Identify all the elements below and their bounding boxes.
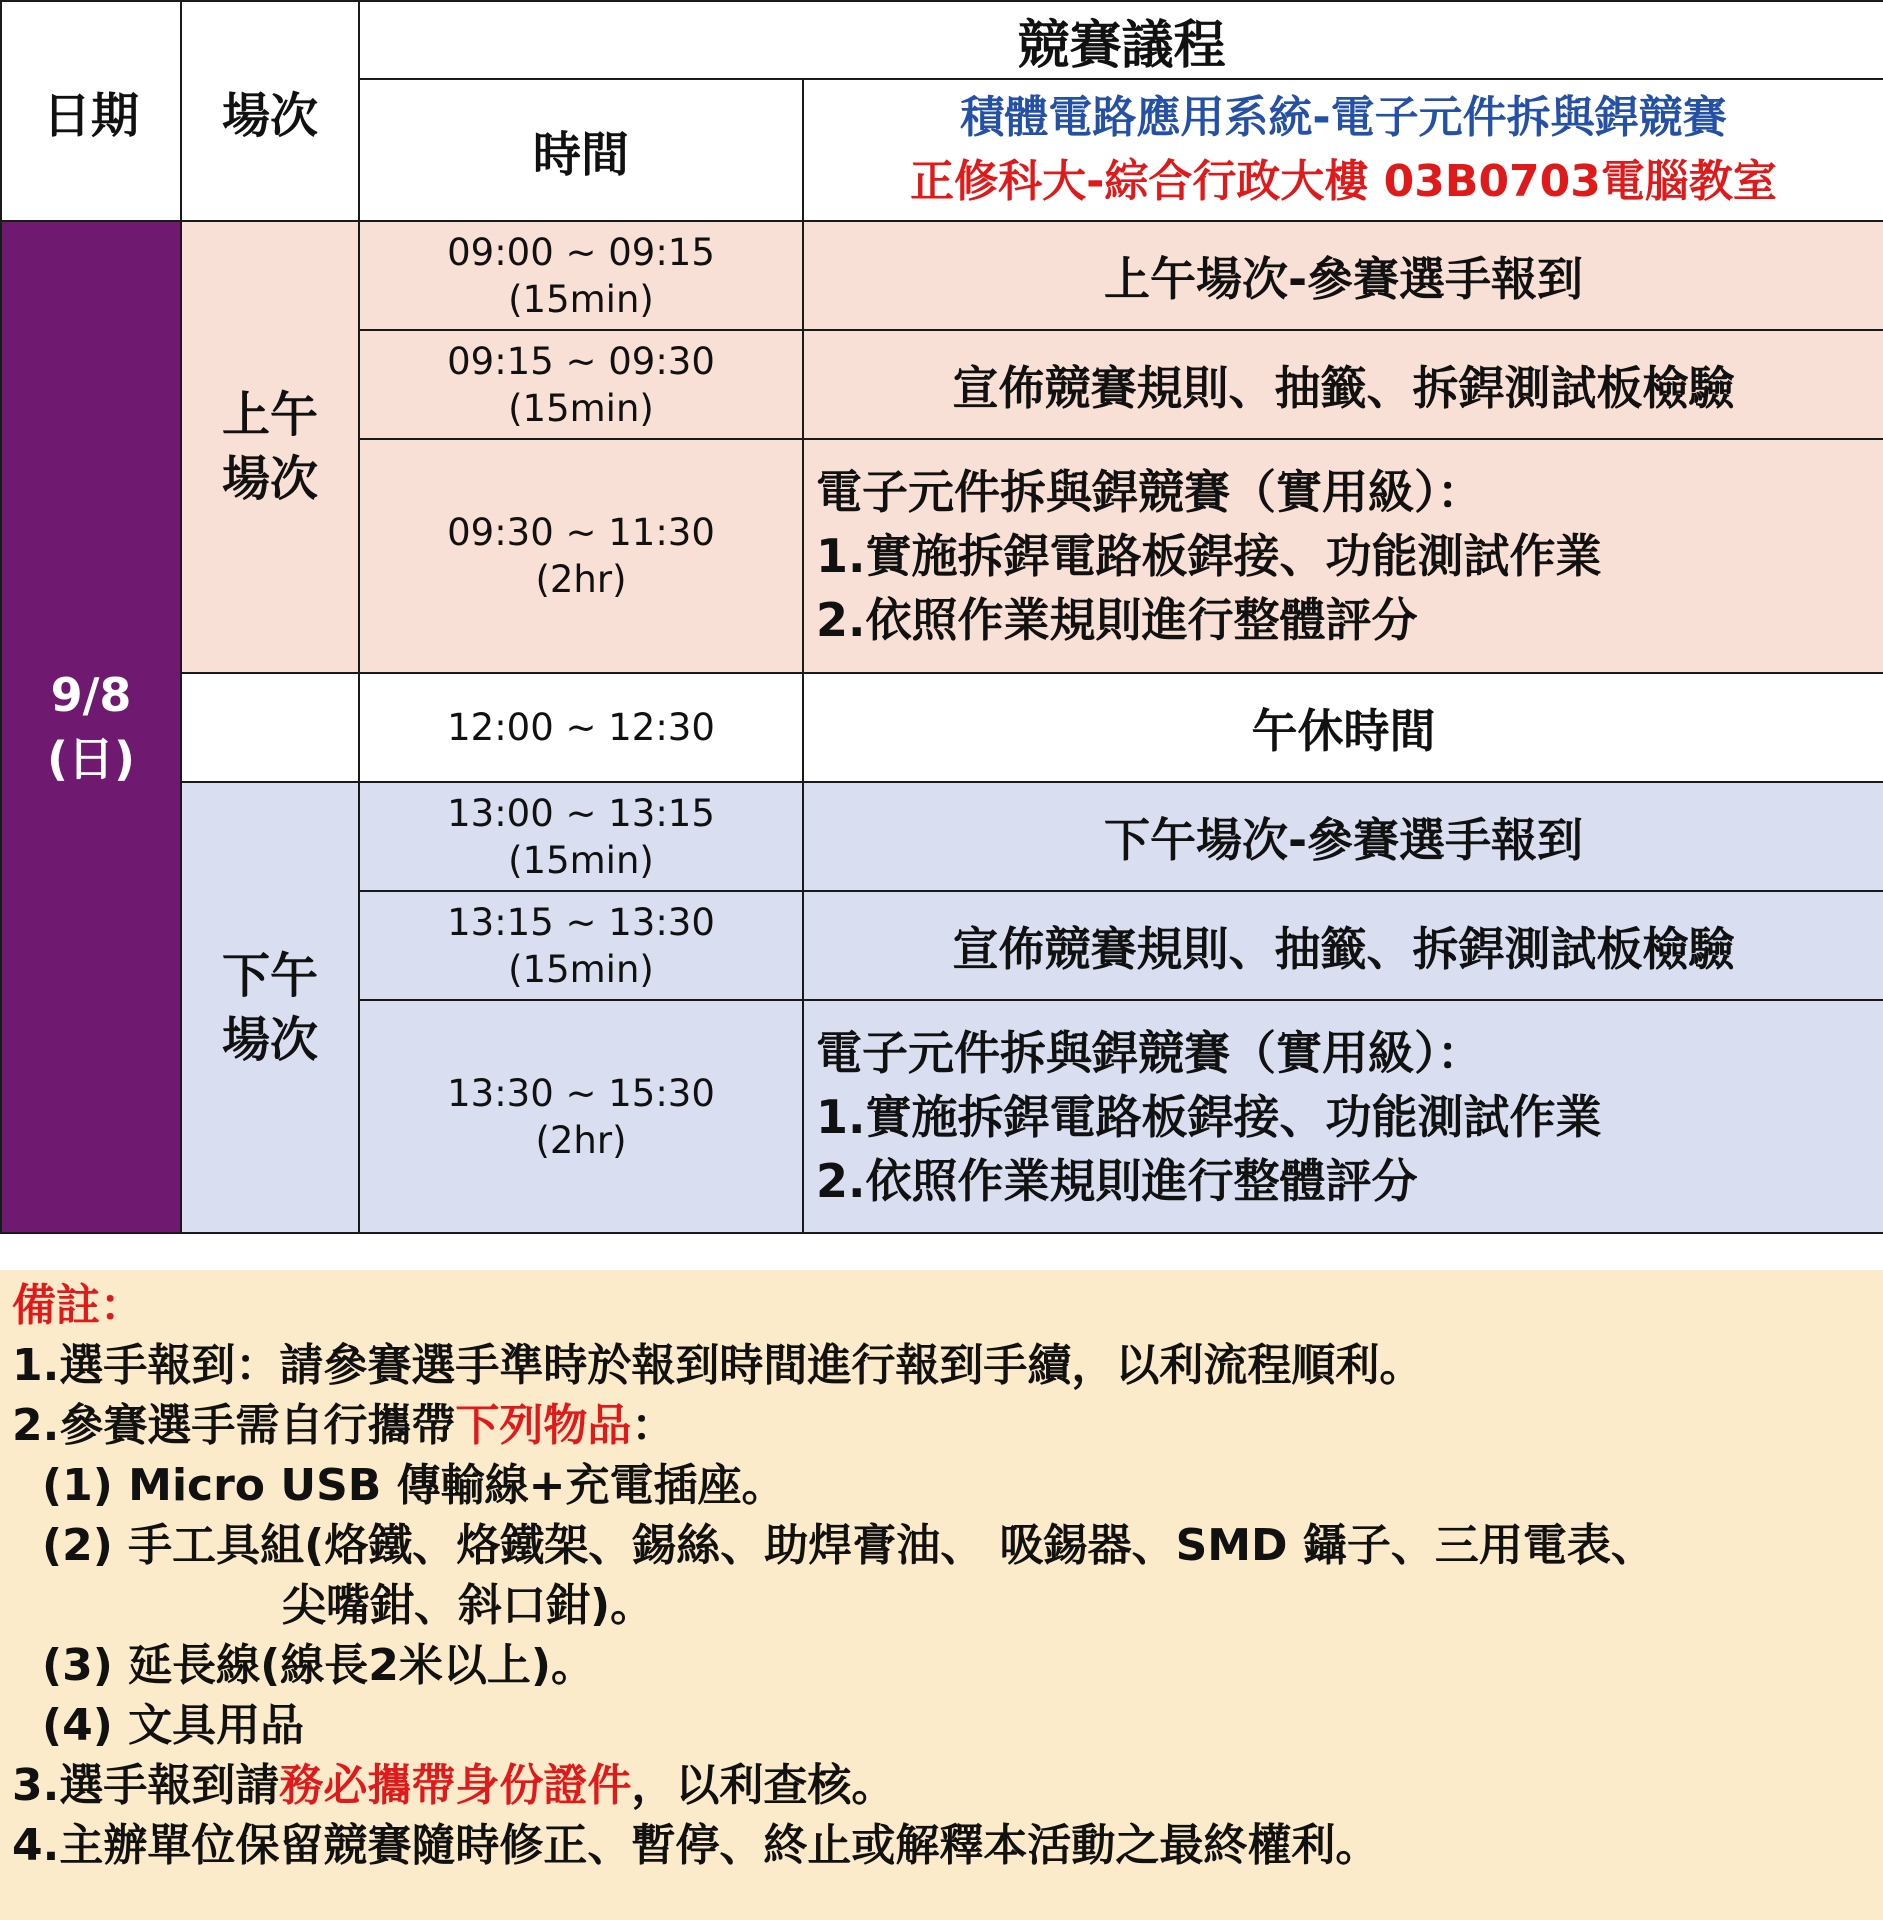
time-cell xyxy=(359,439,803,673)
afternoon-session-line2: 場次 xyxy=(221,1011,318,1068)
afternoon-session-line1: 下午 xyxy=(221,947,318,1004)
time-range: 09:00 ~ 09:15 xyxy=(447,230,715,274)
day-of-week: (日) xyxy=(46,732,136,786)
time-range: 09:30 ~ 11:30 xyxy=(447,511,715,554)
activity-line: 2.依照作業規則進行整體評分 xyxy=(816,1153,1418,1208)
duration: (2hr) xyxy=(535,558,627,601)
note-item-1: 1.選手報到：請參賽選手準時於報到時間進行報到手續，以利流程順利。 xyxy=(12,1340,1424,1391)
note-sub-item-1: (1) Micro USB 傳輸線+充電插座。 xyxy=(42,1460,786,1511)
lunch-session-cell xyxy=(181,673,359,782)
note-sub-item-2: (2) 手工具組(烙鐵、烙鐵架、錫絲、助焊膏油、 吸錫器、SMD 鑷子、三用電表、 xyxy=(42,1520,1655,1571)
activity-line: 電子元件拆與銲競賽（實用級）： xyxy=(816,465,1483,519)
note-item-3 xyxy=(12,1756,1883,1816)
duration: (2hr) xyxy=(535,1118,627,1162)
note-highlight: 下列物品 xyxy=(455,1400,632,1451)
note-item-4: 4.主辦單位保留競賽隨時修正、暫停、終止或解釋本活動之最終權利。 xyxy=(12,1820,1380,1871)
time-cell xyxy=(359,673,803,782)
note-text: 3.選手報到請 xyxy=(12,1760,280,1811)
activity-line: 電子元件拆與銲競賽（實用級）： xyxy=(816,1025,1483,1080)
note-sub-item-2-cont: 尖嘴鉗、斜口鉗)。 xyxy=(282,1580,655,1631)
activity-cell: 上午場次-參賽選手報到 xyxy=(803,221,1883,330)
venue-header xyxy=(803,79,1883,221)
note-text: 2.參賽選手需自行攜帶 xyxy=(12,1400,456,1451)
note-text: ： xyxy=(631,1400,676,1451)
time-cell xyxy=(359,891,803,1000)
afternoon-session-label xyxy=(181,782,359,1233)
notes-title: 備註： xyxy=(12,1280,144,1331)
time-cell xyxy=(359,782,803,891)
date-cell xyxy=(1,221,181,1233)
activity-cell xyxy=(803,439,1883,673)
time-range: 13:15 ~ 13:30 xyxy=(447,900,715,944)
time-range: 09:15 ~ 09:30 xyxy=(447,339,715,383)
duration: (15min) xyxy=(508,838,654,882)
notes-section xyxy=(0,1270,1883,1920)
agenda-title: 競賽議程 xyxy=(359,1,1883,79)
morning-session-label xyxy=(181,221,359,673)
note-highlight: 務必攜帶身份證件 xyxy=(279,1760,632,1811)
time-range: 12:00 ~ 12:30 xyxy=(447,706,715,749)
activity-line: 1.實施拆銲電路板銲接、功能測試作業 xyxy=(816,1089,1602,1144)
morning-session-line2: 場次 xyxy=(221,451,318,507)
activity-cell: 宣佈競賽規則、抽籤、拆銲測試板檢驗 xyxy=(803,330,1883,439)
date-header: 日期 xyxy=(1,1,181,221)
activity-cell: 下午場次-參賽選手報到 xyxy=(803,782,1883,891)
venue-location: 正修科大-綜合行政大樓 03B0703電腦教室 xyxy=(910,156,1777,207)
time-cell xyxy=(359,221,803,330)
time-range: 13:00 ~ 13:15 xyxy=(447,791,715,835)
activity-cell: 宣佈競賽規則、抽籤、拆銲測試板檢驗 xyxy=(803,891,1883,1000)
time-range: 13:30 ~ 15:30 xyxy=(447,1071,715,1115)
lunch-activity: 午休時間 xyxy=(803,673,1883,782)
time-cell xyxy=(359,1000,803,1233)
duration: (15min) xyxy=(508,947,654,991)
time-cell xyxy=(359,330,803,439)
morning-session-line1: 上午 xyxy=(221,387,318,443)
note-sub-item-3: (3) 延長線(線長2米以上)。 xyxy=(42,1640,595,1691)
note-item-2 xyxy=(12,1396,1883,1456)
date-value: 9/8 xyxy=(50,668,132,722)
activity-line: 2.依照作業規則進行整體評分 xyxy=(816,593,1418,647)
duration: (15min) xyxy=(508,386,654,430)
competition-name: 積體電路應用系統-電子元件拆與銲競賽 xyxy=(960,92,1727,143)
time-header: 時間 xyxy=(359,79,803,221)
note-text: ，以利查核。 xyxy=(631,1760,896,1811)
activity-cell xyxy=(803,1000,1883,1233)
note-sub-item-4: (4) 文具用品 xyxy=(42,1700,305,1751)
session-header: 場次 xyxy=(181,1,359,221)
duration: (15min) xyxy=(508,277,654,321)
activity-line: 1.實施拆銲電路板銲接、功能測試作業 xyxy=(816,529,1602,583)
